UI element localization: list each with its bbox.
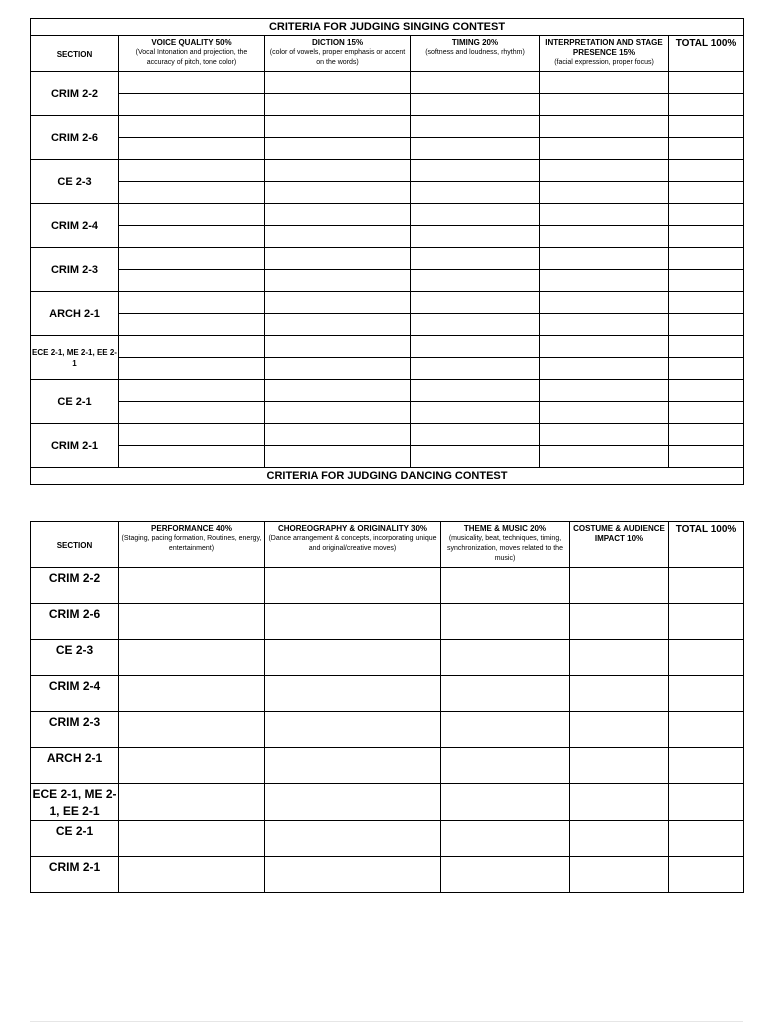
score-cell[interactable] (265, 676, 441, 712)
section-label: CE 2-1 (31, 380, 119, 424)
score-cell[interactable] (540, 424, 669, 446)
score-cell[interactable] (265, 446, 411, 468)
table-row (31, 446, 744, 468)
score-cell[interactable] (411, 204, 540, 226)
score-cell[interactable] (669, 160, 744, 182)
singing-criteria-table (30, 18, 744, 485)
score-cell[interactable] (669, 446, 744, 468)
score-cell[interactable] (669, 402, 744, 424)
score-cell[interactable] (570, 857, 669, 893)
score-cell[interactable] (540, 226, 669, 248)
score-cell[interactable] (570, 676, 669, 712)
score-cell[interactable] (540, 292, 669, 314)
score-cell[interactable] (265, 857, 441, 893)
diction-header: DICTION 15% (color of vowels, proper emphasis or accent on the words) (265, 36, 411, 72)
table-row (31, 640, 744, 676)
voice-quality-header: VOICE QUALITY 50% (Vocal Intonation and projection, the accuracy of pitch, tone color) (119, 36, 265, 72)
score-cell[interactable] (540, 358, 669, 380)
table-row (31, 784, 744, 821)
score-cell[interactable] (119, 712, 265, 748)
score-cell[interactable] (570, 748, 669, 784)
score-cell[interactable] (441, 784, 570, 821)
table-row (31, 292, 744, 314)
score-cell[interactable] (119, 640, 265, 676)
score-cell[interactable] (119, 292, 265, 314)
score-cell[interactable] (119, 604, 265, 640)
table-row (31, 712, 744, 748)
score-cell[interactable] (540, 182, 669, 204)
section-label: CE 2-1 (31, 821, 119, 857)
score-cell[interactable] (570, 568, 669, 604)
score-cell[interactable] (411, 380, 540, 402)
score-cell[interactable] (540, 336, 669, 358)
score-cell[interactable] (411, 358, 540, 380)
score-cell[interactable] (669, 226, 744, 248)
dancing-criteria-title: CRITERIA FOR JUDGING DANCING CONTEST (31, 468, 744, 485)
table-row (31, 270, 744, 292)
timing-header: TIMING 20% (softness and loudness, rhythm) (411, 36, 540, 72)
score-cell[interactable] (119, 380, 265, 402)
score-cell[interactable] (265, 270, 411, 292)
score-cell[interactable] (119, 402, 265, 424)
score-cell[interactable] (540, 204, 669, 226)
score-cell[interactable] (119, 72, 265, 94)
table-row (31, 424, 744, 446)
score-cell[interactable] (669, 640, 744, 676)
score-cell[interactable] (411, 248, 540, 270)
score-cell[interactable] (411, 424, 540, 446)
score-cell[interactable] (540, 116, 669, 138)
table-row (31, 380, 744, 402)
score-cell[interactable] (265, 640, 441, 676)
score-cell[interactable] (669, 204, 744, 226)
table-row (31, 336, 744, 358)
score-cell[interactable] (540, 248, 669, 270)
score-cell[interactable] (265, 604, 441, 640)
section-label: CRIM 2-4 (31, 676, 119, 712)
score-cell[interactable] (669, 857, 744, 893)
score-cell[interactable] (669, 116, 744, 138)
score-cell[interactable] (669, 568, 744, 604)
score-cell[interactable] (119, 424, 265, 446)
table-row (31, 94, 744, 116)
costume-impact-header: COSTUME & AUDIENCE IMPACT 10% (570, 522, 669, 568)
section-column-header: SECTION (31, 36, 119, 72)
section-label: CRIM 2-3 (31, 248, 119, 292)
section-label: ECE 2-1, ME 2-1, EE 2-1 (31, 784, 119, 821)
theme-music-header: THEME & MUSIC 20% (musicality, beat, techniques, timing, synchronization, moves related to the music) (441, 522, 570, 568)
score-cell[interactable] (411, 402, 540, 424)
performance-header: PERFORMANCE 40% (Staging, pacing formation, Routines, energy, entertainment) (119, 522, 265, 568)
score-cell[interactable] (540, 314, 669, 336)
score-cell[interactable] (570, 821, 669, 857)
table-row (31, 138, 744, 160)
page-bottom-divider (30, 1021, 743, 1022)
section-label: CRIM 2-1 (31, 424, 119, 468)
section-label: CRIM 2-1 (31, 857, 119, 893)
table-row (31, 226, 744, 248)
score-cell[interactable] (119, 358, 265, 380)
score-cell[interactable] (265, 358, 411, 380)
dancing-criteria-table (30, 521, 744, 893)
score-cell[interactable] (540, 446, 669, 468)
score-cell[interactable] (265, 424, 411, 446)
score-cell[interactable] (669, 424, 744, 446)
score-cell[interactable] (411, 116, 540, 138)
score-cell[interactable] (119, 116, 265, 138)
score-cell[interactable] (540, 94, 669, 116)
table-row (31, 314, 744, 336)
section-label: CRIM 2-2 (31, 568, 119, 604)
score-cell[interactable] (119, 204, 265, 226)
section-label: CE 2-3 (31, 640, 119, 676)
score-cell[interactable] (265, 314, 411, 336)
section-label: CRIM 2-4 (31, 204, 119, 248)
score-cell[interactable] (265, 138, 411, 160)
total-column-header: TOTAL 100% (669, 36, 744, 72)
score-cell[interactable] (669, 182, 744, 204)
score-cell[interactable] (119, 748, 265, 784)
score-cell[interactable] (570, 784, 669, 821)
score-cell[interactable] (441, 821, 570, 857)
score-cell[interactable] (119, 182, 265, 204)
score-cell[interactable] (119, 676, 265, 712)
score-cell[interactable] (669, 314, 744, 336)
score-cell[interactable] (119, 784, 265, 821)
score-cell[interactable] (669, 748, 744, 784)
table-row (31, 72, 744, 94)
score-cell[interactable] (265, 204, 411, 226)
score-cell[interactable] (265, 248, 411, 270)
score-cell[interactable] (411, 160, 540, 182)
score-cell[interactable] (119, 821, 265, 857)
section-label: CE 2-3 (31, 160, 119, 204)
score-cell[interactable] (441, 748, 570, 784)
table-row (31, 116, 744, 138)
score-cell[interactable] (441, 857, 570, 893)
section-label: CRIM 2-3 (31, 712, 119, 748)
score-cell[interactable] (119, 857, 265, 893)
score-cell[interactable] (265, 748, 441, 784)
score-cell[interactable] (540, 270, 669, 292)
score-cell[interactable] (540, 138, 669, 160)
score-cell[interactable] (669, 604, 744, 640)
score-cell[interactable] (669, 138, 744, 160)
score-cell[interactable] (119, 138, 265, 160)
score-cell[interactable] (411, 314, 540, 336)
table-row (31, 821, 744, 857)
score-cell[interactable] (441, 676, 570, 712)
score-cell[interactable] (119, 446, 265, 468)
table-row (31, 160, 744, 182)
table-row (31, 604, 744, 640)
score-cell[interactable] (265, 116, 411, 138)
score-cell[interactable] (265, 402, 411, 424)
score-cell[interactable] (669, 676, 744, 712)
score-cell[interactable] (441, 568, 570, 604)
choreography-header: CHOREOGRAPHY & ORIGINALITY 30% (Dance arrangement & concepts, incorporating unique and original/creative moves) (265, 522, 441, 568)
table-row (31, 182, 744, 204)
score-cell[interactable] (669, 248, 744, 270)
score-cell[interactable] (265, 712, 441, 748)
score-cell[interactable] (265, 784, 441, 821)
total-column-header: TOTAL 100% (669, 522, 744, 568)
section-label: ARCH 2-1 (31, 748, 119, 784)
score-cell[interactable] (265, 72, 411, 94)
table-row (31, 568, 744, 604)
score-cell[interactable] (540, 72, 669, 94)
score-cell[interactable] (540, 402, 669, 424)
score-cell[interactable] (265, 182, 411, 204)
score-cell[interactable] (669, 821, 744, 857)
score-cell[interactable] (411, 138, 540, 160)
score-cell[interactable] (669, 72, 744, 94)
section-label: CRIM 2-6 (31, 116, 119, 160)
score-cell[interactable] (119, 248, 265, 270)
table-row (31, 676, 744, 712)
table-row (31, 204, 744, 226)
score-cell[interactable] (669, 336, 744, 358)
score-cell[interactable] (265, 568, 441, 604)
score-cell[interactable] (411, 336, 540, 358)
table-row (31, 248, 744, 270)
singing-table-title: CRITERIA FOR JUDGING SINGING CONTEST (31, 19, 744, 36)
section-label: ARCH 2-1 (31, 292, 119, 336)
score-cell[interactable] (265, 94, 411, 116)
interpretation-header: INTERPRETATION AND STAGE PRESENCE 15% (facial expression, proper focus) (540, 36, 669, 72)
score-cell[interactable] (570, 604, 669, 640)
section-label: CRIM 2-2 (31, 72, 119, 116)
score-cell[interactable] (265, 380, 411, 402)
score-cell[interactable] (265, 292, 411, 314)
score-cell[interactable] (411, 94, 540, 116)
table-row (31, 857, 744, 893)
score-cell[interactable] (119, 568, 265, 604)
table-row (31, 748, 744, 784)
score-cell[interactable] (119, 94, 265, 116)
score-cell[interactable] (540, 380, 669, 402)
score-cell[interactable] (669, 94, 744, 116)
score-cell[interactable] (669, 292, 744, 314)
score-cell[interactable] (441, 640, 570, 676)
table-row (31, 402, 744, 424)
score-cell[interactable] (441, 604, 570, 640)
score-cell[interactable] (411, 270, 540, 292)
score-cell[interactable] (119, 160, 265, 182)
section-column-header: SECTION (31, 522, 119, 568)
table-row (31, 358, 744, 380)
section-label: ECE 2-1, ME 2-1, EE 2-1 (31, 336, 119, 380)
score-cell[interactable] (265, 160, 411, 182)
score-cell[interactable] (411, 226, 540, 248)
score-cell[interactable] (411, 72, 540, 94)
score-cell[interactable] (540, 160, 669, 182)
score-cell[interactable] (669, 784, 744, 821)
score-cell[interactable] (119, 336, 265, 358)
score-cell[interactable] (669, 270, 744, 292)
score-cell[interactable] (669, 712, 744, 748)
section-label: CRIM 2-6 (31, 604, 119, 640)
score-cell[interactable] (669, 380, 744, 402)
score-cell[interactable] (570, 640, 669, 676)
score-cell[interactable] (669, 358, 744, 380)
score-cell[interactable] (119, 226, 265, 248)
score-cell[interactable] (265, 226, 411, 248)
score-cell[interactable] (570, 712, 669, 748)
score-cell[interactable] (265, 821, 441, 857)
score-cell[interactable] (411, 446, 540, 468)
score-cell[interactable] (441, 712, 570, 748)
score-cell[interactable] (119, 314, 265, 336)
score-cell[interactable] (411, 292, 540, 314)
score-cell[interactable] (265, 336, 411, 358)
score-cell[interactable] (119, 270, 265, 292)
score-cell[interactable] (411, 182, 540, 204)
